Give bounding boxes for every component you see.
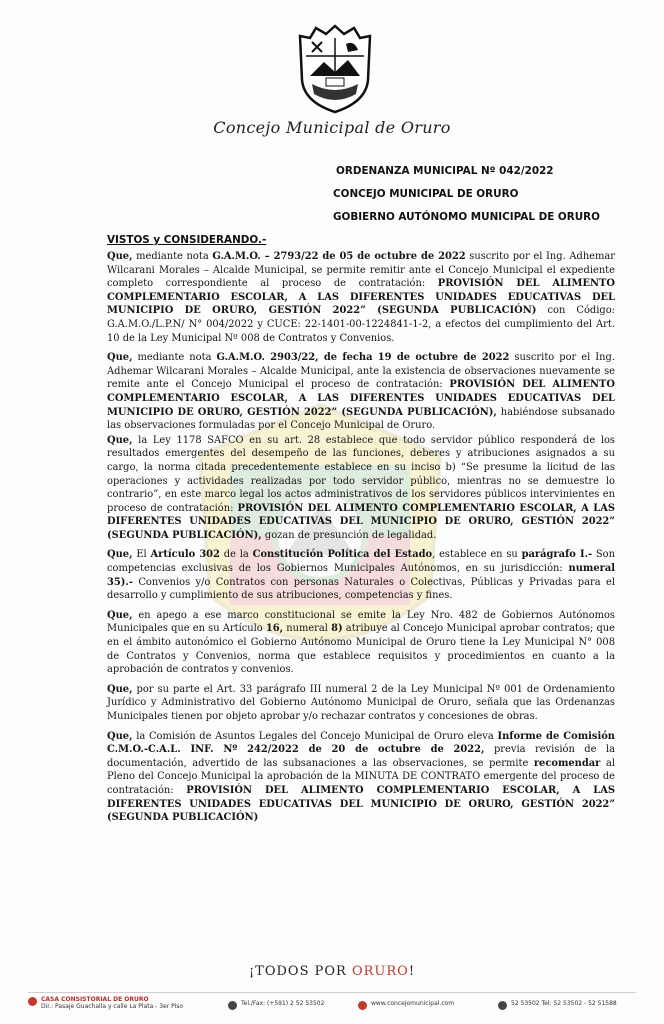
council-name: Concejo Municipal de Oruro <box>213 118 451 137</box>
paragraph-3 <box>107 434 615 543</box>
paragraph-5 <box>107 609 615 677</box>
paragraph-text: la Comisión de Asuntos Legales del Concejo Municipal de Oruro eleva <box>132 730 498 742</box>
paragraph-bold: Informe de Comisión C.M.O.-C.A.L. INF. Nº 242/2022 de 20 de octubre de 2022, <box>107 730 615 756</box>
paragraph-lead: Que, <box>107 549 133 561</box>
paragraph-text: suscrito por el Ing. Adhemar Wilcarani Morales – Alcalde Municipal, se permite remitir ante el Concejo Municipal el expediente completo correspondiente al proceso de contratación: <box>107 251 615 290</box>
footer <box>28 996 648 1020</box>
location-icon <box>28 997 37 1006</box>
council-title: CONCEJO MUNICIPAL DE ORURO <box>333 188 519 200</box>
ordinance-number: ORDENANZA MUNICIPAL Nº 042/2022 <box>336 165 554 177</box>
paragraph-text: suscrito por el Ing. Adhemar Wilcarani Morales – Alcalde Municipal, ante la existencia de observaciones nuevamente se remite ante el Concejo Municipal el proceso de contratación: <box>107 352 615 391</box>
paragraph-text: mediante nota <box>132 251 213 262</box>
document-body <box>107 250 615 831</box>
paragraph-bold: numeral 35).- <box>107 563 615 588</box>
slogan-part: ORURO <box>351 964 409 979</box>
footer-telfax <box>228 1000 324 1010</box>
paragraph-2 <box>107 351 615 433</box>
paragraph-text: en apego a ese marco constitucional se emite la Ley Nro. 482 de Gobiernos Autónomos Municipales que en su Artículo <box>107 609 615 635</box>
paragraph-text: previa revisión de la documentación, advertido de las subsanaciones a las observaciones, se permite <box>107 744 615 769</box>
paragraph-bold: G.A.M.O. 2903/22, de fecha 19 de octubre de 2022 <box>216 352 510 364</box>
paragraph-bold: PROVISIÓN DEL ALIMENTO COMPLEMENTARIO ESCOLAR, A LAS DIFERENTES UNIDADES EDUCATIVAS DEL MUNICIPIO DE ORURO, GESTIÓN 2022” (SEGUNDA PUBLICACIÓN) <box>107 278 615 317</box>
address-text: Dir.: Pasaje Guachalla y calle La Plata - 3er Piso <box>41 1003 184 1010</box>
phones-text: 52 53502 Tel: 52 53502 - 52 51588 <box>511 1000 617 1007</box>
paragraph-7 <box>107 730 615 825</box>
paragraph-lead: Que, <box>107 609 133 621</box>
paragraph-bold: Constitución Política del Estado <box>252 549 433 561</box>
paragraph-bold: 8) <box>331 623 343 635</box>
paragraph-text: al Pleno del Concejo Municipal la aprobación de la MINUTA DE CONTRATO emergente del proceso de contratación: <box>107 757 615 796</box>
paragraph-lead: Que, <box>107 730 133 742</box>
slogan-part: ¡TODOS POR <box>248 964 352 979</box>
paragraph-text: de la <box>219 549 253 561</box>
paragraph-bold: 16, <box>265 623 284 635</box>
telfax-text: Tel./Fax: (+591) 2 52 53502 <box>241 1000 325 1007</box>
paragraph-lead: Que, <box>107 434 133 446</box>
paragraph-text: atribuye al Concejo Municipal aprobar contratos; que en el ámbito autonómico el Gobierno Autónomo Municipal de Oruro tiene la Ley Municipal N° 008 de Contratos y Convenios, norma que establece requisitos y procedimientos en cuanto a la aprobación de contratos y convenios. <box>107 623 615 676</box>
paragraph-bold: recomendar <box>533 757 601 769</box>
paragraph-text: con Código: G.A.M.O./L.P.N/ N° 004/2022 y CUCE: 22-1401-00-1224841-1-2, a efectos del cumplimiento del Art. 10 de la Ley Municipal Nº 008 de Contratos y Convenios. <box>107 305 615 344</box>
paragraph-lead: Que, <box>107 352 133 364</box>
phone-icon <box>228 1001 237 1010</box>
footer-phones <box>498 1000 617 1010</box>
web-icon <box>358 1001 367 1010</box>
footer-website[interactable] <box>358 1000 454 1010</box>
paragraph-bold: PROVISIÓN DEL ALIMENTO COMPLEMENTARIO ESCOLAR, A LAS DIFERENTES UNIDADES EDUCATIVAS DEL MUNICIPIO DE ORURO, GESTIÓN 2022” (SEGUNDA PUBLICACIÓN) <box>107 784 616 824</box>
paragraph-bold: G.A.M.O. – 2793/22 de 05 de octubre de 2022 <box>212 251 466 262</box>
paragraph-text: mediante nota <box>132 352 217 364</box>
paragraph-text: por su parte el Art. 33 parágrafo III numeral 2 de la Ley Municipal Nº 001 de Ordenamiento Jurídico y Administrativo del Gobierno Autónomo Municipal de Oruro, señala que las Ordenanzas Municipales tienen por objeto aprobar y/o rechazar contratos y concesiones de obras. <box>107 683 615 722</box>
paragraph-text: Convenios y/o Contratos con personas Naturales o Colectivas, Públicas y Privadas para el desarrollo y cumplimiento de sus atribuciones, competencias y fines. <box>107 576 615 602</box>
paragraph-text: El <box>132 549 151 561</box>
paragraph-4 <box>107 548 615 602</box>
paragraph-bold: PROVISIÓN DEL ALIMENTO COMPLEMENTARIO ESCOLAR, A LAS DIFERENTES UNIDADES EDUCATIVAS DEL MUNICIPIO DE ORURO, GESTIÓN 2022” (SEGUNDA PUBLICACIÓN), <box>107 502 616 541</box>
paragraph-bold: Artículo 302 <box>150 549 220 561</box>
paragraph-text: gozan de presunción de legalidad. <box>261 529 437 541</box>
paragraph-text: , establece en su <box>432 549 522 561</box>
slogan-part: ! <box>408 964 416 979</box>
crest-logo-icon <box>296 24 374 114</box>
paragraph-6 <box>107 683 615 724</box>
website-link[interactable]: www.concejomunicipal.com <box>371 1000 455 1007</box>
paragraph-text: numeral <box>283 623 332 635</box>
footer-divider <box>28 992 636 993</box>
paragraph-text: habiéndose subsanado las observaciones formuladas por el Concejo Municipal de Oruro. <box>107 406 615 432</box>
paragraph-bold: parágrafo I.- <box>521 549 593 561</box>
paragraph-bold: PROVISIÓN DEL ALIMENTO COMPLEMENTARIO ESCOLAR, A LAS DIFERENTES UNIDADES EDUCATIVAS DEL MUNICIPIO DE ORURO, GESTIÓN 2022” (SEGUNDA PUBLICACIÓN), <box>107 379 615 418</box>
footer-slogan <box>0 964 664 979</box>
paragraph-lead: Que, <box>107 683 133 695</box>
section-heading: VISTOS y CONSIDERANDO.- <box>107 234 267 246</box>
telephone-icon <box>498 1001 507 1010</box>
paragraph-1 <box>107 250 615 345</box>
paragraph-text: Son competencias exclusivas de los Gobiernos Municipales Autónomos, en su jurisdicción: <box>107 549 615 575</box>
footer-address <box>28 996 183 1010</box>
address-title: CASA CONSISTORIAL DE ORURO <box>41 996 149 1003</box>
paragraph-text: la Ley 1178 SAFCO en su art. 28 establece que todo servidor público responderá de los resultados emergentes del desempeño de las funciones, deberes y atribuciones asignados a su cargo, la norma citada precedentemente establece en su inciso b) “Se presume la licitud de las operaciones y actividades realizadas por todo servidor público, mientras no se demuestre lo contrario”, en este marco legal los actos administrativos de los servidores públicos intervinientes en proceso de contratación: <box>107 434 615 514</box>
paragraph-lead: Que, <box>107 251 133 262</box>
government-title: GOBIERNO AUTÓNOMO MUNICIPAL DE ORURO <box>333 211 601 223</box>
